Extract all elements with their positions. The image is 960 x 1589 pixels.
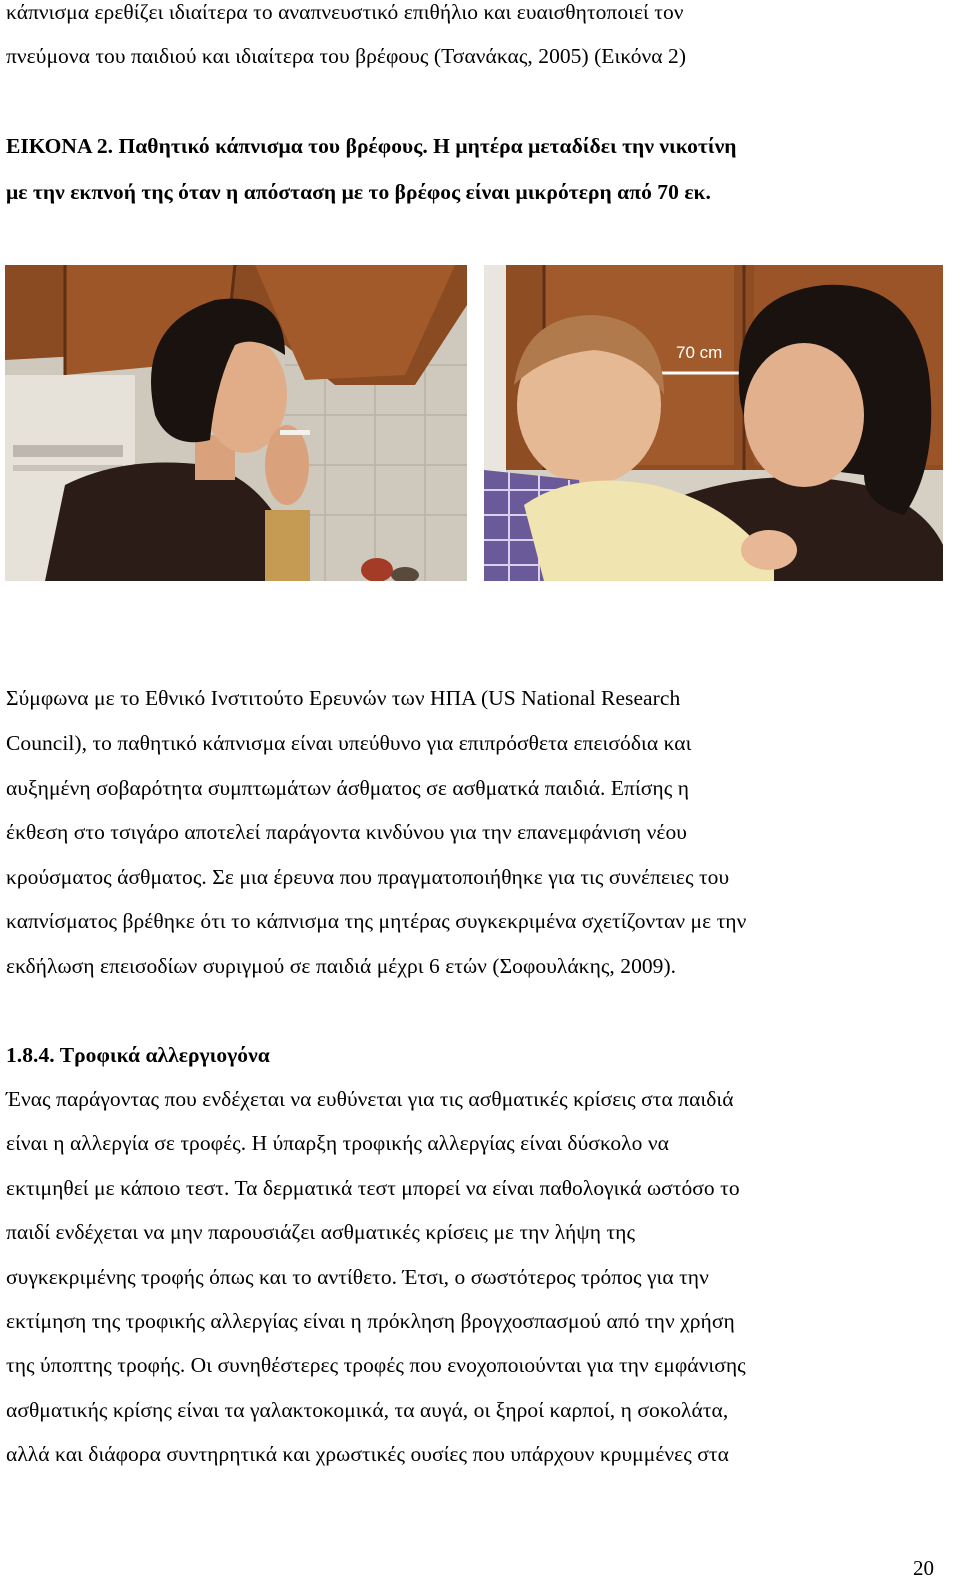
figure-caption-line-1: ΕΙΚΟΝΑ 2. Παθητικό κάπνισμα του βρέφους. Η μητέρα μεταδίδει την νικοτίνη xyxy=(6,134,737,158)
photo-mother-with-baby xyxy=(484,265,943,581)
paragraph2-line-6: εκτίμηση της τροφικής αλλεργίας είναι η πρόκληση βρογχοσπασμού από την χρήση xyxy=(6,1309,735,1333)
paragraph2-line-8: ασθματικής κρίσης είναι τα γαλακτοκομικά, τα αυγά, οι ξηροί καρποί, η σοκολάτα, xyxy=(6,1398,729,1422)
paragraph1-line-4: έκθεση στο τσιγάρο αποτελεί παράγοντα κινδύνου για την επανεμφάνιση νέου xyxy=(6,820,687,844)
intro-line-1: κάπνισμα ερεθίζει ιδιαίτερα το αναπνευστικό επιθήλιο και ευαισθητοποιεί τον xyxy=(6,0,684,24)
intro-line-2: πνεύμονα του παιδιού και ιδιαίτερα του βρέφους (Τσανάκας, 2005) (Εικόνα 2) xyxy=(6,44,687,68)
section-heading: 1.8.4. Τροφικά αλλεργιογόνα xyxy=(6,1043,270,1067)
page-number: 20 xyxy=(913,1556,934,1580)
paragraph1-line-3: αυξημένη σοβαρότητα συμπτωμάτων άσθματος σε ασθματκά παιδιά. Επίσης η xyxy=(6,776,690,800)
photo-mother-smoking xyxy=(5,265,467,581)
figure-caption-line-2: με την εκπνοή της όταν η απόσταση με το βρέφος είναι μικρότερη από 70 εκ. xyxy=(6,180,711,204)
paragraph2-line-1: Ένας παράγοντας που ενδέχεται να ευθύνεται για τις ασθματικές κρίσεις στα παιδιά xyxy=(6,1087,734,1111)
paragraph2-line-3: εκτιμηθεί με κάποιο τεστ. Τα δερματικά τεστ μπορεί να είναι παθολογικά ωστόσο το xyxy=(6,1176,740,1200)
paragraph1-line-1: Σύμφωνα με το Εθνικό Ινστιτούτο Ερευνών των ΗΠΑ (US National Research xyxy=(6,686,681,710)
paragraph2-line-2: είναι η αλλεργία σε τροφές. Η ύπαρξη τροφικής αλλεργίας είναι δύσκολο να xyxy=(6,1131,669,1155)
paragraph2-line-9: αλλά και διάφορα συντηρητικά και χρωστικές ουσίες που υπάρχουν κρυμμένες στα xyxy=(6,1442,729,1466)
paragraph1-line-6: καπνίσματος βρέθηκε ότι το κάπνισμα της μητέρας συγκεκριμένα σχετίζονταν με την xyxy=(6,909,747,933)
paragraph1-line-7: εκδήλωση επεισοδίων συριγμού σε παιδιά μέχρι 6 ετών (Σοφουλάκης, 2009). xyxy=(6,954,677,978)
paragraph2-line-4: παιδί ενδέχεται να μην παρουσιάζει ασθματικές κρίσεις με την λήψη της xyxy=(6,1220,636,1244)
distance-label: 70 cm xyxy=(676,343,723,362)
paragraph1-line-2: Council), το παθητικό κάπνισμα είναι υπεύθυνο για επιπρόσθετα επεισόδια και xyxy=(6,731,692,755)
paragraph1-line-5: κρούσματος άσθματος. Σε μια έρευνα που πραγματοποιήθηκε για τις συνέπειες του xyxy=(6,865,730,889)
paragraph2-line-7: της ύποπτης τροφής. Οι συνηθέστερες τροφές που ενοχοποιούνται για την εμφάνισης xyxy=(6,1353,746,1377)
paragraph2-line-5: συγκεκριμένης τροφής όπως και το αντίθετο. Έτσι, ο σωστότερος τρόπος για την xyxy=(6,1265,709,1289)
